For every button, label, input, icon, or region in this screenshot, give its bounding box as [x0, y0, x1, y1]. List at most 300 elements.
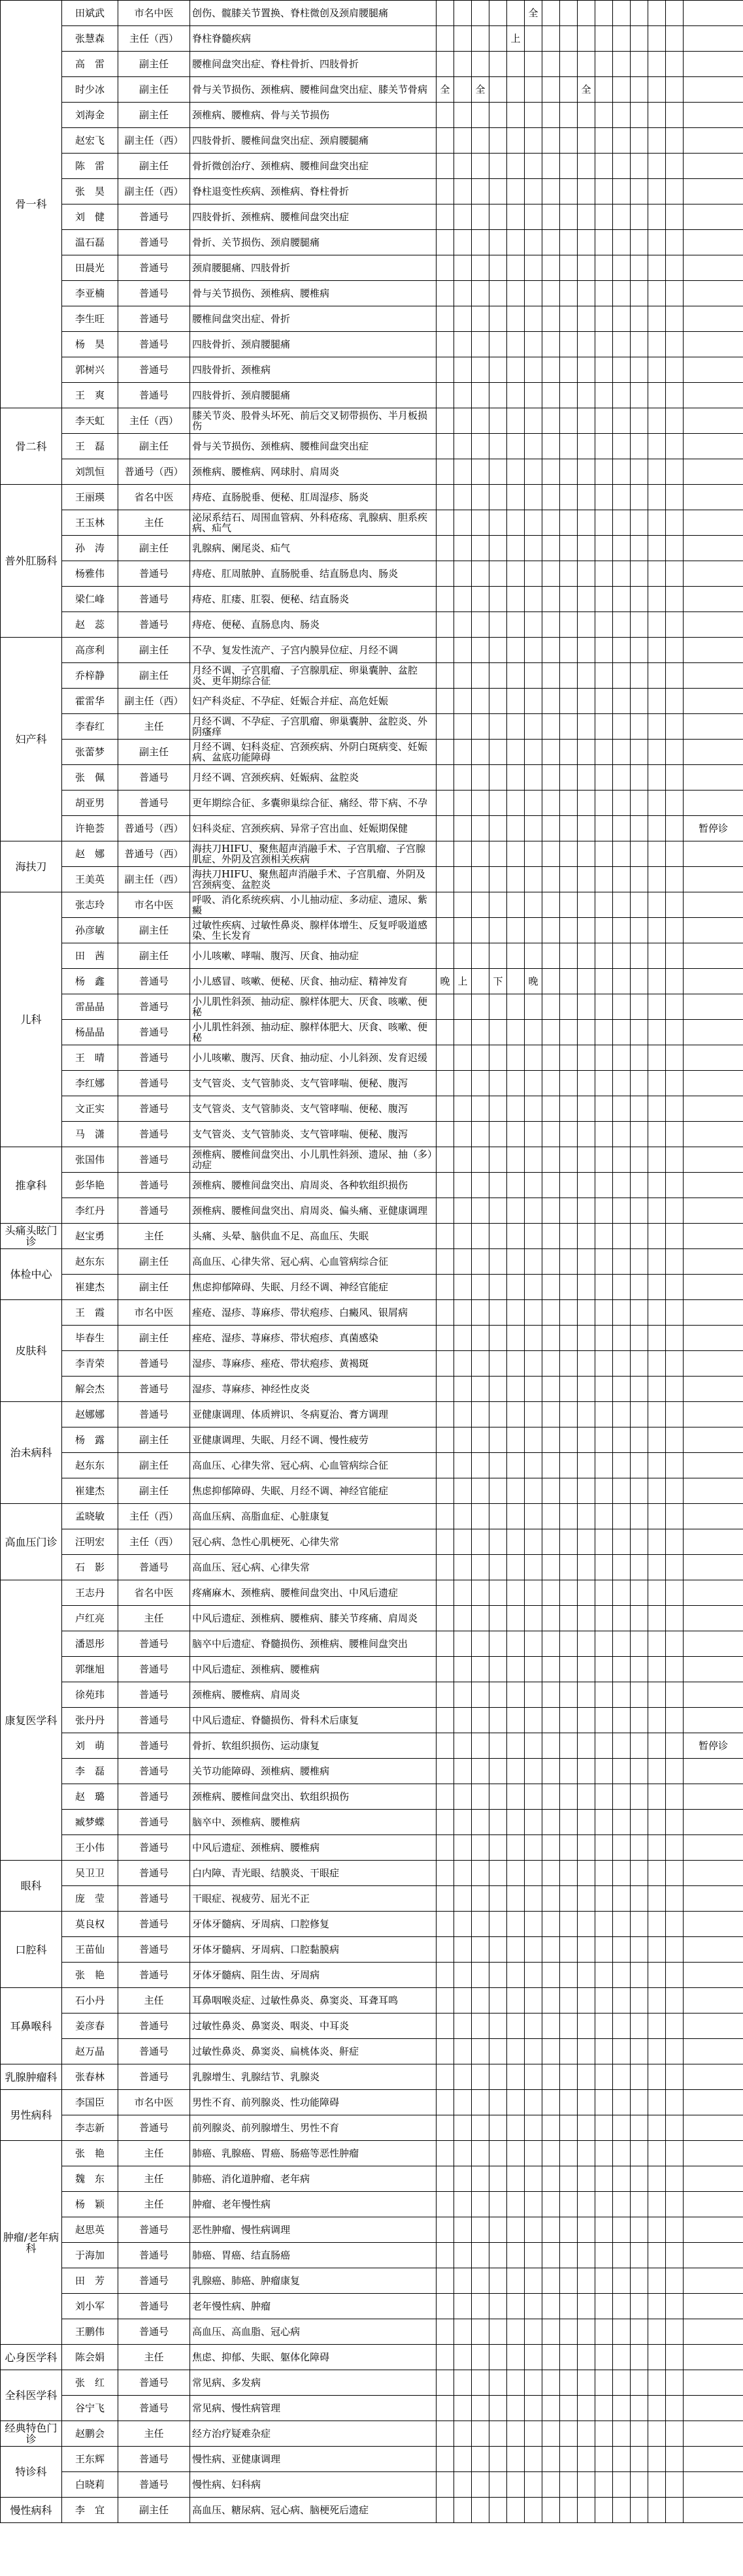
schedule-slot	[578, 2192, 595, 2217]
table-row	[1, 1173, 743, 1198]
remark-cell	[684, 765, 743, 791]
schedule-slot	[472, 26, 489, 52]
schedule-slot	[648, 408, 666, 434]
doctor-name: 李红娜	[62, 1071, 118, 1096]
doctor-name: 徐苑玮	[62, 1682, 118, 1708]
doctor-specialty: 牙体牙髓病、牙周病、口腔黏膜病	[190, 1937, 437, 1963]
schedule-slot	[666, 128, 684, 154]
schedule-slot	[507, 2115, 525, 2141]
table-row	[1, 179, 743, 204]
schedule-slot	[437, 2319, 454, 2345]
remark-cell	[684, 2319, 743, 2345]
schedule-slot	[525, 612, 542, 638]
doctor-specialty: 白内障、青光眼、结膜炎、干眼症	[190, 1861, 437, 1886]
schedule-slot	[525, 485, 542, 510]
schedule-slot	[542, 1224, 560, 1249]
doctor-specialty: 高血压、冠心病、心律失常	[190, 1555, 437, 1580]
schedule-slot	[472, 357, 489, 383]
schedule-slot	[489, 2217, 507, 2243]
schedule-slot	[507, 383, 525, 408]
schedule-slot	[613, 1198, 631, 1224]
schedule-slot	[613, 1555, 631, 1580]
schedule-slot	[489, 128, 507, 154]
schedule-slot	[595, 306, 613, 332]
schedule-slot	[507, 1453, 525, 1478]
schedule-slot	[595, 2370, 613, 2396]
schedule-slot	[595, 204, 613, 230]
schedule-slot	[595, 689, 613, 714]
schedule-slot	[437, 587, 454, 612]
schedule-slot	[489, 2115, 507, 2141]
schedule-slot	[507, 1733, 525, 1759]
schedule-slot	[489, 1122, 507, 1147]
schedule-slot	[648, 1173, 666, 1198]
schedule-slot	[631, 1453, 648, 1478]
table-row	[1, 1326, 743, 1351]
doctor-name: 刘海金	[62, 103, 118, 128]
doctor-name: 李春红	[62, 714, 118, 740]
schedule-slot	[631, 1606, 648, 1631]
schedule-slot	[489, 1096, 507, 1122]
schedule-slot	[613, 765, 631, 791]
schedule-slot	[489, 536, 507, 561]
schedule-slot	[525, 638, 542, 663]
schedule-slot	[525, 1122, 542, 1147]
schedule-slot	[631, 1427, 648, 1453]
schedule-slot	[489, 1529, 507, 1555]
schedule-slot	[507, 103, 525, 128]
remark-cell	[684, 2115, 743, 2141]
schedule-slot	[542, 1529, 560, 1555]
schedule-slot	[507, 2447, 525, 2472]
schedule-slot	[454, 255, 472, 281]
remark-cell	[684, 103, 743, 128]
doctor-title: 普通号	[118, 612, 190, 638]
schedule-slot	[560, 1631, 578, 1657]
schedule-slot	[560, 587, 578, 612]
schedule-slot	[507, 1631, 525, 1657]
schedule-slot	[525, 26, 542, 52]
remark-cell	[684, 1631, 743, 1657]
schedule-slot	[648, 383, 666, 408]
schedule-slot	[472, 1504, 489, 1529]
schedule-slot	[595, 2243, 613, 2268]
schedule-slot	[542, 1861, 560, 1886]
schedule-slot	[648, 892, 666, 918]
doctor-name: 李生旺	[62, 306, 118, 332]
schedule-slot	[437, 2243, 454, 2268]
schedule-slot	[507, 2268, 525, 2294]
table-row	[1, 2243, 743, 2268]
schedule-slot	[595, 1020, 613, 1045]
schedule-slot	[489, 179, 507, 204]
schedule-slot	[560, 1, 578, 26]
schedule-slot	[437, 1453, 454, 1478]
doctor-specialty: 骨与关节损伤、颈椎病、腰椎间盘突出症、膝关节骨病	[190, 77, 437, 103]
doctor-name: 刘小军	[62, 2294, 118, 2319]
schedule-slot	[489, 408, 507, 434]
schedule-slot	[595, 281, 613, 306]
schedule-slot	[472, 459, 489, 485]
schedule-slot	[595, 1453, 613, 1478]
schedule-slot	[666, 943, 684, 969]
table-row	[1, 306, 743, 332]
schedule-slot	[613, 2396, 631, 2421]
schedule-slot	[578, 1198, 595, 1224]
schedule-slot	[489, 1631, 507, 1657]
schedule-slot	[666, 52, 684, 77]
schedule-slot	[525, 2294, 542, 2319]
schedule-slot	[560, 154, 578, 179]
schedule-slot	[648, 1453, 666, 1478]
table-row	[1, 2014, 743, 2039]
schedule-slot	[454, 1963, 472, 1988]
doctor-name: 王 晴	[62, 1045, 118, 1071]
schedule-slot	[595, 1402, 613, 1427]
schedule-slot	[648, 1963, 666, 1988]
schedule-slot	[613, 1886, 631, 1912]
schedule-slot	[631, 1, 648, 26]
schedule-slot	[507, 994, 525, 1020]
doctor-specialty: 脑卒中后遗症、脊髓损伤、颈椎病、腰椎间盘突出	[190, 1631, 437, 1657]
schedule-slot	[437, 434, 454, 459]
doctor-specialty: 颈椎病、腰椎间盘突出、软组织损伤	[190, 1784, 437, 1810]
schedule-slot	[542, 1988, 560, 2014]
schedule-slot	[542, 2345, 560, 2370]
schedule-slot	[472, 128, 489, 154]
schedule-slot	[525, 128, 542, 154]
doctor-name: 田斌武	[62, 1, 118, 26]
schedule-slot	[542, 2472, 560, 2498]
schedule-slot	[542, 1733, 560, 1759]
schedule-slot	[437, 1224, 454, 1249]
schedule-slot	[560, 408, 578, 434]
schedule-slot	[472, 2141, 489, 2166]
schedule-slot	[507, 1377, 525, 1402]
schedule-slot	[578, 128, 595, 154]
schedule-slot	[542, 179, 560, 204]
schedule-slot	[648, 2039, 666, 2064]
doctor-title: 普通号	[118, 2217, 190, 2243]
remark-cell	[684, 1682, 743, 1708]
schedule-slot	[666, 1759, 684, 1784]
schedule-slot	[472, 1249, 489, 1275]
remark-cell	[684, 587, 743, 612]
schedule-slot	[542, 434, 560, 459]
schedule-slot	[542, 892, 560, 918]
schedule-slot	[489, 1, 507, 26]
schedule-slot	[648, 2498, 666, 2523]
schedule-slot	[525, 2166, 542, 2192]
doctor-title: 普通号	[118, 1173, 190, 1198]
table-row	[1, 1045, 743, 1071]
schedule-slot	[560, 561, 578, 587]
schedule-slot	[437, 2268, 454, 2294]
schedule-slot	[666, 2319, 684, 2345]
schedule-slot	[525, 2039, 542, 2064]
doctor-name: 王志丹	[62, 1580, 118, 1606]
schedule-slot	[454, 536, 472, 561]
schedule-slot	[578, 612, 595, 638]
schedule-slot: 上	[507, 26, 525, 52]
schedule-slot	[648, 969, 666, 994]
doctor-specialty: 湿疹、荨麻疹、神经性皮炎	[190, 1377, 437, 1402]
schedule-slot	[560, 1478, 578, 1504]
schedule-slot	[454, 281, 472, 306]
schedule-slot	[489, 2141, 507, 2166]
table-row	[1, 1300, 743, 1326]
remark-cell	[684, 1427, 743, 1453]
department-name: 普外肛肠科	[1, 485, 62, 638]
doctor-specialty: 痔疮、肛周脓肿、直肠脱垂、结直肠息肉、肠炎	[190, 561, 437, 587]
schedule-slot	[595, 969, 613, 994]
schedule-slot	[489, 230, 507, 255]
schedule-slot	[437, 1402, 454, 1427]
schedule-slot	[631, 1963, 648, 1988]
schedule-slot	[437, 510, 454, 536]
doctor-specialty: 乳腺癌、肺癌、肿瘤康复	[190, 2268, 437, 2294]
doctor-name: 崔建杰	[62, 1478, 118, 1504]
schedule-slot	[631, 332, 648, 357]
schedule-slot	[472, 714, 489, 740]
schedule-slot	[613, 2421, 631, 2447]
schedule-slot	[613, 1861, 631, 1886]
schedule-slot	[560, 612, 578, 638]
schedule-slot	[648, 2319, 666, 2345]
schedule-slot	[595, 1835, 613, 1861]
schedule-slot	[542, 332, 560, 357]
doctor-name: 张蕾梦	[62, 740, 118, 765]
schedule-slot	[472, 1555, 489, 1580]
schedule-slot	[542, 230, 560, 255]
schedule-slot	[578, 2014, 595, 2039]
schedule-slot	[666, 103, 684, 128]
table-row	[1, 892, 743, 918]
doctor-title: 副主任	[118, 1478, 190, 1504]
schedule-slot	[454, 1249, 472, 1275]
schedule-slot	[507, 52, 525, 77]
schedule-slot	[472, 204, 489, 230]
schedule-slot	[489, 204, 507, 230]
schedule-slot	[578, 2319, 595, 2345]
doctor-specialty: 四肢骨折、颈椎病、腰椎间盘突出症	[190, 204, 437, 230]
schedule-slot	[648, 2243, 666, 2268]
schedule-slot	[507, 867, 525, 892]
schedule-slot	[648, 587, 666, 612]
table-row	[1, 434, 743, 459]
remark-cell	[684, 2014, 743, 2039]
department-name: 经典特色门诊	[1, 2421, 62, 2447]
schedule-slot	[542, 103, 560, 128]
schedule-slot	[631, 485, 648, 510]
schedule-slot	[525, 740, 542, 765]
schedule-slot	[578, 2268, 595, 2294]
schedule-slot	[472, 561, 489, 587]
schedule-slot	[454, 994, 472, 1020]
schedule-slot	[525, 1402, 542, 1427]
schedule-slot	[578, 357, 595, 383]
doctor-specialty: 肺癌、消化道肿瘤、老年病	[190, 2166, 437, 2192]
doctor-name: 张春林	[62, 2064, 118, 2090]
schedule-slot	[631, 2115, 648, 2141]
schedule-slot	[507, 2370, 525, 2396]
schedule-slot	[507, 230, 525, 255]
doctor-specialty: 四肢骨折、颈肩腰腿痛	[190, 332, 437, 357]
schedule-slot	[631, 2014, 648, 2039]
schedule-slot	[437, 1529, 454, 1555]
schedule-slot	[542, 2166, 560, 2192]
schedule-slot	[595, 485, 613, 510]
schedule-slot	[560, 1580, 578, 1606]
schedule-slot	[613, 841, 631, 867]
schedule-slot	[595, 536, 613, 561]
schedule-slot	[489, 1249, 507, 1275]
schedule-slot	[648, 26, 666, 52]
schedule-slot	[507, 1478, 525, 1504]
doctor-title: 普通号	[118, 1657, 190, 1682]
doctor-title: 普通号	[118, 2115, 190, 2141]
schedule-slot	[560, 2090, 578, 2115]
table-row	[1, 230, 743, 255]
schedule-slot	[454, 154, 472, 179]
schedule-slot	[560, 1249, 578, 1275]
doctor-title: 市名中医	[118, 1300, 190, 1326]
doctor-title: 普通号	[118, 1045, 190, 1071]
doctor-title: 普通号	[118, 2472, 190, 2498]
schedule-slot	[454, 459, 472, 485]
schedule-slot	[542, 2064, 560, 2090]
doctor-name: 李亚楠	[62, 281, 118, 306]
schedule-slot	[666, 204, 684, 230]
remark-cell	[684, 255, 743, 281]
schedule-slot	[613, 1351, 631, 1377]
doctor-title: 普通号	[118, 1784, 190, 1810]
schedule-slot	[454, 434, 472, 459]
schedule-slot	[437, 1835, 454, 1861]
schedule-slot	[648, 791, 666, 816]
schedule-slot	[542, 561, 560, 587]
schedule-slot	[631, 1988, 648, 2014]
schedule-slot	[613, 408, 631, 434]
schedule-slot	[454, 1173, 472, 1198]
schedule-slot	[472, 867, 489, 892]
doctor-title: 主任	[118, 1988, 190, 2014]
table-row	[1, 740, 743, 765]
schedule-slot	[489, 1351, 507, 1377]
schedule-slot	[454, 1631, 472, 1657]
table-row	[1, 918, 743, 943]
schedule-slot	[648, 306, 666, 332]
doctor-title: 普通号	[118, 587, 190, 612]
schedule-slot	[613, 1963, 631, 1988]
schedule-slot	[489, 281, 507, 306]
doctor-name: 王鹏伟	[62, 2319, 118, 2345]
doctor-specialty: 腰椎间盘突出症、骨折	[190, 306, 437, 332]
remark-cell	[684, 943, 743, 969]
schedule-slot	[437, 1708, 454, 1733]
schedule-slot	[595, 103, 613, 128]
schedule-slot	[578, 1096, 595, 1122]
schedule-slot	[631, 1580, 648, 1606]
schedule-slot	[648, 1275, 666, 1300]
doctor-name: 杨 露	[62, 1427, 118, 1453]
doctor-specialty: 耳鼻咽喉炎症、过敏性鼻炎、鼻窦炎、耳聋耳鸣	[190, 1988, 437, 2014]
schedule-slot	[454, 2472, 472, 2498]
schedule-slot	[631, 1224, 648, 1249]
schedule-slot	[648, 1020, 666, 1045]
schedule-slot	[437, 179, 454, 204]
schedule-slot	[595, 1606, 613, 1631]
schedule-slot	[648, 663, 666, 689]
doctor-name: 李志新	[62, 2115, 118, 2141]
schedule-slot	[613, 2039, 631, 2064]
schedule-slot	[631, 1478, 648, 1504]
doctor-specialty: 中风后遗症、颈椎病、腰椎病	[190, 1835, 437, 1861]
schedule-slot	[578, 2447, 595, 2472]
schedule-slot	[631, 714, 648, 740]
remark-cell	[684, 638, 743, 663]
table-row	[1, 52, 743, 77]
schedule-slot	[454, 383, 472, 408]
doctor-specialty: 关节功能障碍、颈椎病、腰椎病	[190, 1759, 437, 1784]
doctor-name: 赵宏飞	[62, 128, 118, 154]
schedule-slot	[648, 841, 666, 867]
doctor-specialty: 常见病、慢性病管理	[190, 2396, 437, 2421]
schedule-slot	[631, 2294, 648, 2319]
schedule-slot	[560, 536, 578, 561]
doctor-specialty: 妇产科炎症、不孕症、妊娠合并症、高危妊娠	[190, 689, 437, 714]
schedule-slot	[507, 2014, 525, 2039]
schedule-slot	[666, 1606, 684, 1631]
remark-cell	[684, 128, 743, 154]
schedule-slot	[560, 1173, 578, 1198]
schedule-slot	[560, 892, 578, 918]
table-row	[1, 1937, 743, 1963]
schedule-slot	[525, 1377, 542, 1402]
schedule-slot	[489, 1147, 507, 1173]
schedule-slot	[489, 2014, 507, 2039]
table-row	[1, 2421, 743, 2447]
doctor-name: 庞 莹	[62, 1886, 118, 1912]
doctor-specialty: 月经不调、不孕症、子宫肌瘤、卵巢囊肿、盆腔炎、外阴瘙痒	[190, 714, 437, 740]
remark-cell	[684, 1300, 743, 1326]
doctor-name: 胡亚男	[62, 791, 118, 816]
department-name: 推拿科	[1, 1147, 62, 1224]
doctor-title: 普通号	[118, 2447, 190, 2472]
doctor-specialty: 支气管炎、支气管肺炎、支气管哮喘、便秘、腹泻	[190, 1122, 437, 1147]
schedule-slot	[560, 1402, 578, 1427]
schedule-slot	[666, 357, 684, 383]
remark-cell	[684, 459, 743, 485]
schedule-slot	[666, 1504, 684, 1529]
schedule-slot	[542, 2090, 560, 2115]
schedule-slot	[472, 689, 489, 714]
schedule-slot	[489, 1224, 507, 1249]
schedule-slot	[454, 128, 472, 154]
schedule-slot	[578, 2498, 595, 2523]
table-row	[1, 2345, 743, 2370]
schedule-slot	[489, 587, 507, 612]
schedule-slot	[489, 765, 507, 791]
doctor-title: 普通号	[118, 994, 190, 1020]
schedule-slot	[578, 1147, 595, 1173]
table-row	[1, 1147, 743, 1173]
schedule-slot	[454, 2192, 472, 2217]
doctor-title: 副主任（西）	[118, 128, 190, 154]
department-name: 口腔科	[1, 1912, 62, 1988]
schedule-slot	[437, 485, 454, 510]
doctor-specialty: 脊柱脊髓疾病	[190, 26, 437, 52]
